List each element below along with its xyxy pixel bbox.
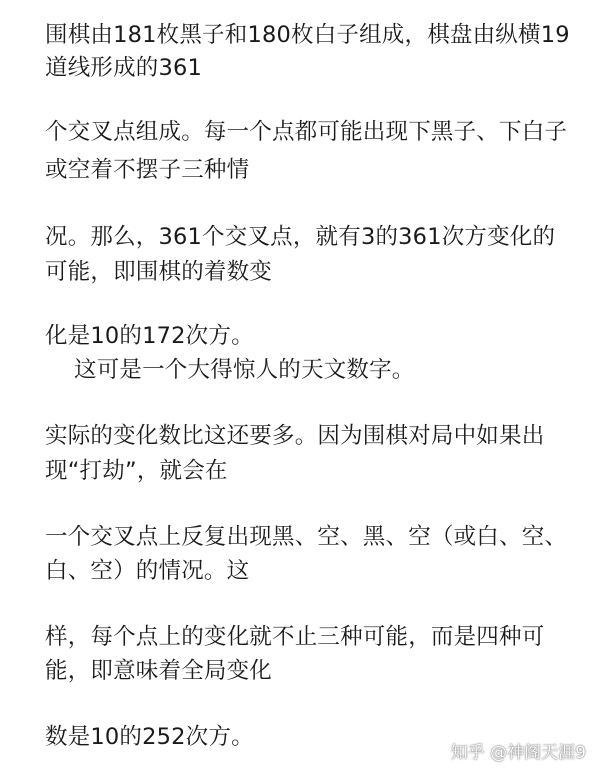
text-line: 样，每个点上的变化就不止三种可能，而是四种可 [45,624,545,650]
text-line: 化是10的172次方。 [45,323,254,349]
zhihu-watermark: 知乎 @神阁天涯9 [450,743,586,763]
text-line: 道线形成的361 [45,55,203,81]
text-line: 数是10的252次方。 [45,724,254,750]
text-line: 白、空）的情况。这 [45,558,250,584]
text-line: 能，即意味着全局变化 [45,658,273,684]
text-line: 况。那么，361个交叉点，就有3的361次方变化的 [45,224,556,250]
text-line: 一个交叉点上反复出现黑、空、黑、空（或白、空、 [45,524,568,550]
text-line: 个交叉点组成。每一个点都可能出现下黑子、下白子 [45,119,568,145]
text-line: 这可是一个大得惊人的天文数字。 [74,357,415,383]
text-line: 实际的变化数比这还要多。因为围棋对局中如果出 [45,423,545,449]
text-line: 可能，即围棋的着数变 [45,259,273,285]
text-line: 围棋由181枚黑子和180枚白子组成，棋盘由纵横19 [45,22,570,48]
text-line: 现“打劫”，就会在 [45,458,228,484]
text-line: 或空着不摆子三种情 [45,157,250,183]
